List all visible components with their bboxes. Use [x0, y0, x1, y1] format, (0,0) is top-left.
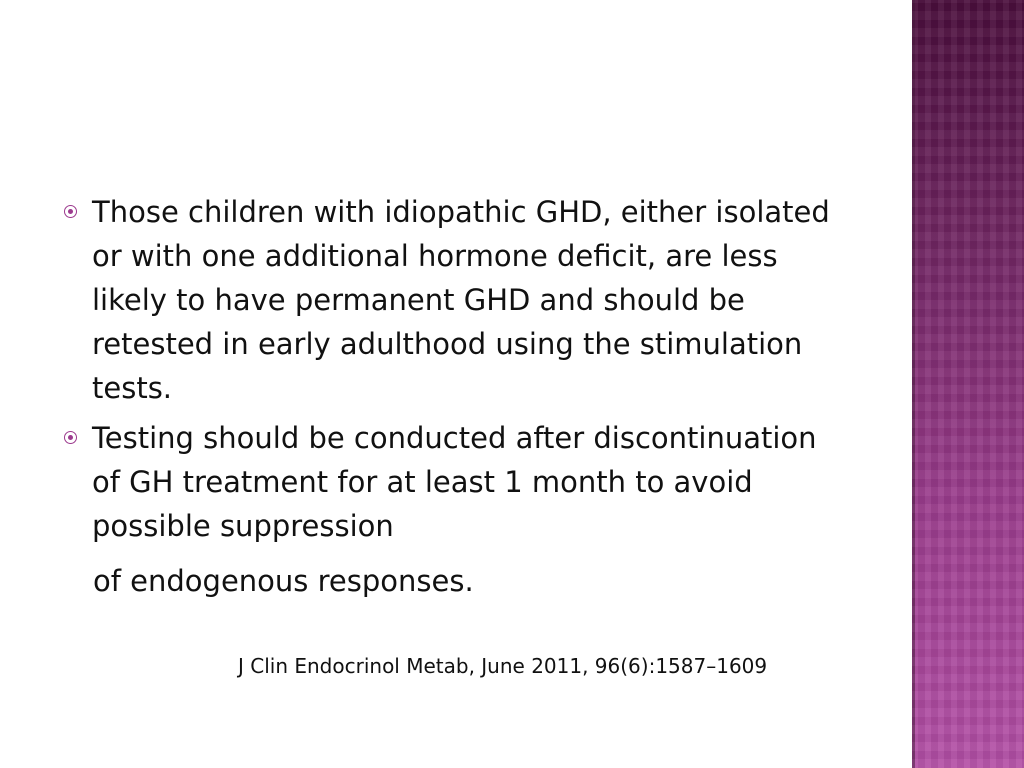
bullet-text: Testing should be conducted after discontinuation of GH treatment for at least 1 month to avoid possible suppression — [92, 421, 817, 543]
continuation-text: of endogenous responses. — [93, 564, 474, 598]
decorative-side-band — [912, 0, 1024, 768]
bullet-item — [62, 416, 842, 548]
circle-bullet-icon — [64, 205, 77, 218]
citation: J Clin Endocrinol Metab, June 2011, 96(6):1587–1609 — [238, 654, 768, 678]
circle-bullet-icon — [64, 431, 77, 444]
bullet-list — [62, 190, 842, 554]
bullet-text: Those children with idiopathic GHD, either isolated or with one additional hormone deficit, are less likely to have permanent GHD and should be retested in early adulthood using the stimulation tests. — [92, 195, 830, 405]
bullet-item — [62, 190, 842, 410]
